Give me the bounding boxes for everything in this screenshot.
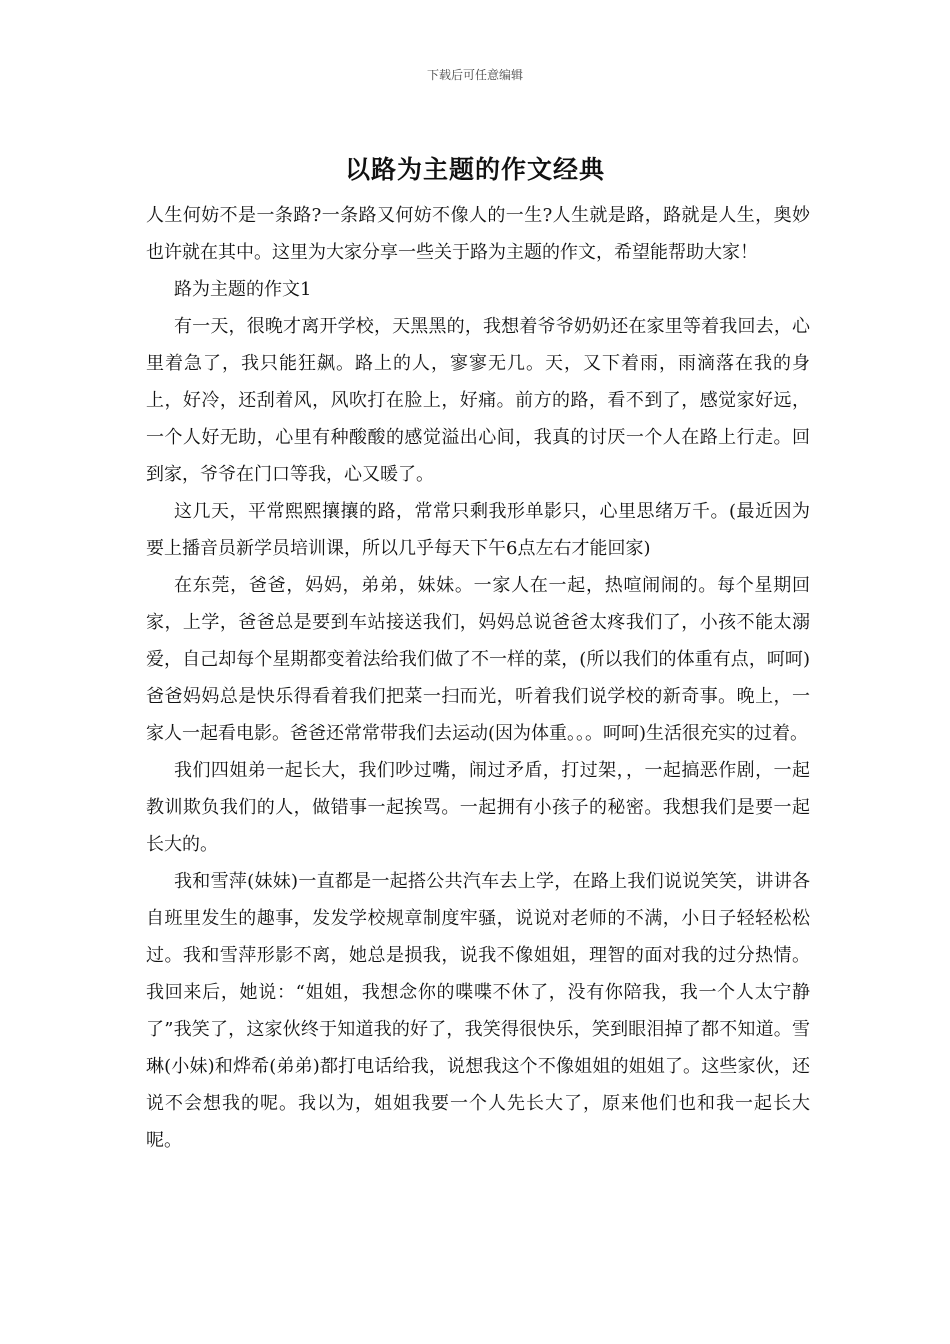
- document-body: [146, 197, 810, 1159]
- section-heading: 路为主题的作文1: [174, 279, 312, 300]
- page-header: 下载后可任意编辑: [426, 68, 523, 82]
- body-paragraph: 在东莞，爸爸，妈妈，弟弟，妹妹。一家人在一起，热喧闹闹的。每个星期回家，上学，爸爸总是要到车站接送我们，妈妈总说爸爸太疼我们了，小孩不能太溺爱，自己却每个星期都变着法给我们做了不一样的菜，(所以我们的体重有点，呵呵)爸爸妈妈总是快乐得看着我们把菜一扫而光，听着我们说学校的新奇事。晚上，一家人一起看电影。爸爸还常常带我们去运动(因为体重。。。呵呵)生活很充实的过着。: [146, 575, 810, 744]
- body-paragraph: 有一天，很晚才离开学校，天黑黑的，我想着爷爷奶奶还在家里等着我回去，心里着急了，我只能狂飙。路上的人，寥寥无几。天，又下着雨，雨滴落在我的身上，好冷，还刮着风，风吹打在脸上，好痛。前方的路，看不到了，感觉家好远，一个人好无助，心里有种酸酸的感觉溢出心间，我真的讨厌一个人在路上行走。回到家，爷爷在门口等我，心又暖了。: [146, 316, 810, 485]
- document-title: 以路为主题的作文经典: [344, 155, 605, 184]
- body-paragraph: 我们四姐弟一起长大，我们吵过嘴，闹过矛盾，打过架，，一起搞恶作剧，一起教训欺负我们的人，做错事一起挨骂。一起拥有小孩子的秘密。我想我们是要一起长大的。: [146, 760, 810, 855]
- body-paragraph: 这几天，平常熙熙攘攘的路，常常只剩我形单影只，心里思绪万千。(最近因为要上播音员新学员培训课，所以几乎每天下午6点左右才能回家): [146, 501, 810, 559]
- body-paragraph: 我和雪萍(妹妹)一直都是一起搭公共汽车去上学，在路上我们说说笑笑，讲讲各自班里发生的趣事，发发学校规章制度牢骚，说说对老师的不满，小日子轻轻松松过。我和雪萍形影不离，她总是损我，说我不像姐姐，理智的面对我的过分热情。我回来后，她说：“姐姐，我想念你的喋喋不休了，没有你陪我，我一个人太宁静了”我笑了，这家伙终于知道我的好了，我笑得很快乐，笑到眼泪掉了都不知道。雪琳(小妹)和烨希(弟弟)都打电话给我，说想我这个不像姐姐的姐姐了。这些家伙，还说不会想我的呢。我以为，姐姐我要一个人先长大了，原来他们也和我一起长大呢。: [146, 871, 810, 1151]
- intro-paragraph: 人生何妨不是一条路?一条路又何妨不像人的一生?人生就是路，路就是人生，奥妙也许就在其中。这里为大家分享一些关于路为主题的作文，希望能帮助大家！: [146, 205, 810, 263]
